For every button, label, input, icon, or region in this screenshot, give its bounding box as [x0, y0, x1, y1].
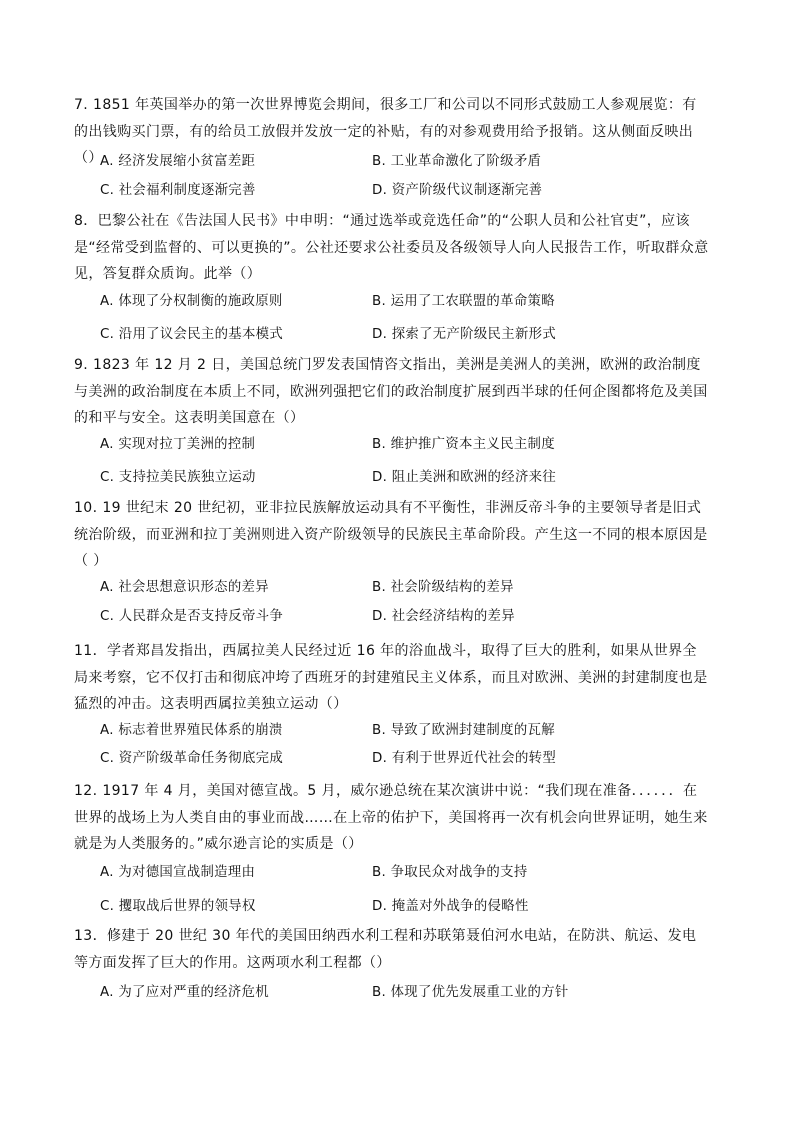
- option-d: D. 有利于世界近代社会的转型: [372, 751, 557, 766]
- question-text: 11．学者郑昌发指出，西属拉美人民经过近 16 年的浴血战斗，取得了巨大的胜利，如果从世界全局来考察，它不仅打击和彻底冲垮了西班牙的封建殖民主义体系，而且对欧洲、美洲的封建制度也是猛烈的冲击。这表明西属拉美独立运动（）: [74, 643, 708, 713]
- question-text: 10. 19 世纪末 20 世纪初，亚非拉民族解放运动具有不平衡性，非洲反帝斗争的主要领导者是旧式统治阶级，而亚洲和拉丁美洲则进入资产阶级领导的民族民主革命阶段。产生这一不同的根本原因是（ ）: [74, 500, 708, 570]
- option-c: C. 攫取战后世界的领导权: [100, 899, 256, 914]
- question-text: 12. 1917 年 4 月，美国对德宣战。5 月，威尔逊总统在某次演讲中说：“我们现在准备．．．．．．在世界的战场上为人类自由的事业而战……在上帝的佑护下，美国将再一次有机会向世界证明，她生来就是为人类服务的。”威尔逊言论的实质是（）: [74, 783, 708, 853]
- option-b: B. 维护推广资本主义民主制度: [372, 437, 555, 452]
- option-a: A. 为了应对严重的经济危机: [100, 985, 269, 1000]
- option-b: B. 社会阶级结构的差异: [372, 580, 514, 595]
- option-d: D. 资产阶级代议制逐渐完善: [372, 183, 543, 198]
- option-d: D. 阻止美洲和欧洲的经济来往: [372, 470, 557, 485]
- option-c: C. 社会福利制度逐渐完善: [100, 183, 256, 198]
- question-text: 7. 1851 年英国举办的第一次世界博览会期间，很多工厂和公司以不同形式鼓励工人参观展览：有的出钱购买门票，有的给员工放假并发放一定的补贴，有的对参观费用给予报销。这从侧面反映出（）: [74, 97, 697, 167]
- question-text: 13．修建于 20 世纪 30 年代的美国田纳西水利工程和苏联第聂伯河水电站，在防洪、航运、发电等方面发挥了巨大的作用。这两项水利工程都（）: [74, 928, 697, 971]
- option-b: B. 工业革命激化了阶级矛盾: [372, 154, 542, 169]
- option-c: C. 支持拉美民族独立运动: [100, 470, 256, 485]
- question-text: 8．巴黎公社在《告法国人民书》中申明：“通过选举或竞选任命”的“公职人员和公社官吏”，应该是“经常受到监督的、可以更换的”。公社还要求公社委员及各级领导人向人民报告工作，听取群众意见，答复群众质询。此举（）: [74, 213, 709, 283]
- option-a: A. 社会思想意识形态的差异: [100, 580, 269, 595]
- question-text: 9. 1823 年 12 月 2 日，美国总统门罗发表国情咨文指出，美洲是美洲人的美洲，欧洲的政治制度与美洲的政治制度在本质上不同，欧洲列强把它们的政治制度扩展到西半球的任何企图都将危及美国的和平与安全。这表明美国意在（）: [74, 357, 708, 427]
- option-b: B. 运用了工农联盟的革命策略: [372, 294, 555, 309]
- option-a: A. 标志着世界殖民体系的崩溃: [100, 723, 283, 738]
- option-a: A. 实现对拉丁美洲的控制: [100, 437, 256, 452]
- option-b: B. 争取民众对战争的支持: [372, 865, 528, 880]
- option-c: C. 沿用了议会民主的基本模式: [100, 327, 284, 342]
- option-a: A. 体现了分权制衡的施政原则: [100, 294, 283, 309]
- option-b: B. 体现了优先发展重工业的方针: [372, 985, 569, 1000]
- option-d: D. 社会经济结构的差异: [372, 609, 515, 624]
- option-c: C. 人民群众是否支持反帝斗争: [100, 609, 284, 624]
- option-d: D. 探索了无产阶级民主新形式: [372, 327, 557, 342]
- option-c: C. 资产阶级革命任务彻底完成: [100, 751, 284, 766]
- option-a: A. 经济发展缩小贫富差距: [100, 154, 256, 169]
- option-a: A. 为对德国宣战制造理由: [100, 865, 256, 880]
- option-b: B. 导致了欧洲封建制度的瓦解: [372, 723, 555, 738]
- option-d: D. 掩盖对外战争的侵略性: [372, 899, 529, 914]
